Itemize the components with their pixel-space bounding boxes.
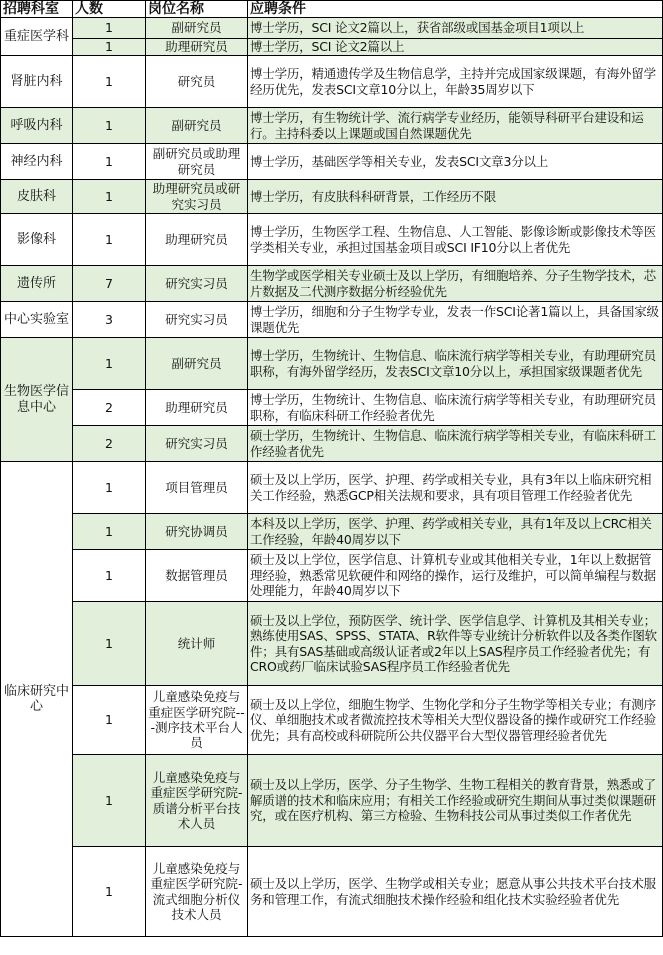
dept-cell: 神经内科 (1, 144, 73, 180)
requirements-cell: 博士学历，有生物统计学、流行病学专业经历，能领导科研平台建设和运行。主持科委以上课题或国自然课题优先 (248, 108, 663, 144)
count-cell: 7 (73, 266, 146, 302)
table-row (1, 550, 663, 602)
dept-cell: 临床研究中心 (1, 462, 73, 937)
requirements-cell: 生物学或医学相关专业硕士及以上学历，有细胞培养、分子生物学技术，芯片数据及二代测序数据分析经验优先 (248, 266, 663, 302)
position-cell: 项目管理员 (146, 462, 248, 514)
position-cell: 研究协调员 (146, 514, 248, 550)
header-dept: 招聘科室 (1, 1, 73, 18)
table-row (1, 180, 663, 214)
position-cell: 副研究员 (146, 18, 248, 39)
count-cell: 2 (73, 390, 146, 426)
table-row (1, 338, 663, 390)
dept-cell: 遗传所 (1, 266, 73, 302)
count-cell: 1 (73, 462, 146, 514)
position-cell: 助理研究员 (146, 214, 248, 266)
table-row (1, 847, 663, 937)
dept-cell: 重症医学科 (1, 18, 73, 56)
count-cell: 1 (73, 514, 146, 550)
position-cell: 研究实习员 (146, 426, 248, 462)
requirements-cell: 硕士及以上学历，医学、生物学或相关专业；愿意从事公共技术平台技术服务和管理工作，有流式细胞技术操作经验和组化技术实验经验者优先 (248, 847, 663, 937)
position-cell: 研究实习员 (146, 266, 248, 302)
count-cell: 1 (73, 144, 146, 180)
count-cell: 1 (73, 602, 146, 686)
table-row (1, 686, 663, 755)
position-cell: 副研究员 (146, 108, 248, 144)
table-row (1, 39, 663, 56)
table-row (1, 56, 663, 108)
requirements-cell: 博士学历，生物统计、生物信息、临床流行病学等相关专业，有助理研究员职称，有临床科研工作经验者优先 (248, 390, 663, 426)
dept-cell: 影像科 (1, 214, 73, 266)
position-cell: 儿童感染免疫与重症医学研究院---测序技术平台人员 (146, 686, 248, 755)
header-position: 岗位名称 (146, 1, 248, 18)
count-cell: 2 (73, 426, 146, 462)
header-count: 人数 (73, 1, 146, 18)
requirements-cell: 硕士及以上学位，预防医学、统计学、医学信息学、计算机及其相关专业；熟练使用SAS、SPSS、STATA、R软件等专业统计分析软件以及各类作图软件；具有SAS基础或高级认证者或2年以上SAS程序员工作经验者优先；有CRO或药厂临床试验SAS程序员工作经验者优先 (248, 602, 663, 686)
position-cell: 研究员 (146, 56, 248, 108)
count-cell: 1 (73, 550, 146, 602)
dept-cell: 呼吸内科 (1, 108, 73, 144)
requirements-cell: 博士学历，有皮肤科科研背景，工作经历不限 (248, 180, 663, 214)
table-row (1, 144, 663, 180)
requirements-cell: 硕士及以上学位，医学信息、计算机专业或其他相关专业，1年以上数据管理经验，熟悉常见软硬件和网络的操作，运行及维护，可以简单编程与数据处理能力，年龄40周岁以下 (248, 550, 663, 602)
requirements-cell: 博士学历，生物统计、生物信息、临床流行病学等相关专业，有助理研究员职称，有海外留学经历，发表SCI文章10分以上，承担国家级课题者优先 (248, 338, 663, 390)
count-cell: 1 (73, 180, 146, 214)
table-row (1, 602, 663, 686)
position-cell: 研究实习员 (146, 302, 248, 338)
requirements-cell: 博士学历，SCI 论文2篇以上，获省部级或国基金项目1项以上 (248, 18, 663, 39)
position-cell: 统计师 (146, 602, 248, 686)
count-cell: 1 (73, 56, 146, 108)
table-row (1, 755, 663, 847)
dept-cell: 肾脏内科 (1, 56, 73, 108)
table-row (1, 462, 663, 514)
count-cell: 1 (73, 338, 146, 390)
position-cell: 数据管理员 (146, 550, 248, 602)
requirements-cell: 硕士学历，生物统计、生物信息、临床流行病学等相关专业，有临床科研工作经验者优先 (248, 426, 663, 462)
position-cell: 助理研究员 (146, 39, 248, 56)
position-cell: 助理研究员 (146, 390, 248, 426)
requirements-cell: 博士学历，精通遗传学及生物信息学，主持并完成国家级课题，有海外留学经历优先，发表SCI文章10分以上，年龄35周岁以下 (248, 56, 663, 108)
count-cell: 1 (73, 214, 146, 266)
requirements-cell: 博士学历，生物医学工程、生物信息、人工智能、影像诊断或影像技术等医学类相关专业，承担过国基金项目或SCI IF10分以上者优先 (248, 214, 663, 266)
table-row (1, 390, 663, 426)
position-cell: 副研究员或助理研究员 (146, 144, 248, 180)
requirements-cell: 博士学历，SCI 论文2篇以上 (248, 39, 663, 56)
table-row (1, 266, 663, 302)
count-cell: 1 (73, 686, 146, 755)
table-row (1, 214, 663, 266)
position-cell: 儿童感染免疫与重症医学研究院-质谱分析平台技术人员 (146, 755, 248, 847)
requirements-cell: 博士学历，细胞和分子生物学专业，发表一作SCI论著1篇以上，具备国家级课题优先 (248, 302, 663, 338)
count-cell: 1 (73, 755, 146, 847)
dept-cell: 生物医学信息中心 (1, 338, 73, 462)
table-row (1, 302, 663, 338)
table-row (1, 108, 663, 144)
table-row (1, 426, 663, 462)
count-cell: 1 (73, 39, 146, 56)
requirements-cell: 博士学历，基础医学等相关专业，发表SCI文章3分以上 (248, 144, 663, 180)
count-cell: 1 (73, 18, 146, 39)
dept-cell: 皮肤科 (1, 180, 73, 214)
table-row (1, 514, 663, 550)
header-requirements: 应聘条件 (248, 1, 663, 18)
count-cell: 1 (73, 847, 146, 937)
requirements-cell: 硕士及以上学历，医学、护理、药学或相关专业，具有3年以上临床研究相关工作经验，熟悉GCP相关法规和要求，具有项目管理工作经验者优先 (248, 462, 663, 514)
table-row (1, 18, 663, 39)
requirements-cell: 硕士及以上学历，医学、分子生物学、生物工程相关的教育背景，熟悉或了解质谱的技术和临床应用；有相关工作经验或研究生期间从事过类似课题研究，或在医疗机构、第三方检验、生物科技公司从事过类似工作者优先 (248, 755, 663, 847)
position-cell: 副研究员 (146, 338, 248, 390)
count-cell: 3 (73, 302, 146, 338)
dept-cell: 中心实验室 (1, 302, 73, 338)
count-cell: 1 (73, 108, 146, 144)
requirements-cell: 硕士及以上学位，细胞生物学、生物化学和分子生物学等相关专业；有测序仪、单细胞技术或者微流控技术等相关大型仪器设备的操作或研究工作经验优先；具有高校或科研院所公共仪器平台大型仪器管理经验者优先 (248, 686, 663, 755)
position-cell: 助理研究员或研究实习员 (146, 180, 248, 214)
header-row (1, 1, 663, 18)
position-cell: 儿童感染免疫与重症医学研究院-流式细胞分析仪技术人员 (146, 847, 248, 937)
requirements-cell: 本科及以上学历，医学、护理、药学或相关专业，具有1年及以上CRC相关工作经验，年龄40周岁以下 (248, 514, 663, 550)
